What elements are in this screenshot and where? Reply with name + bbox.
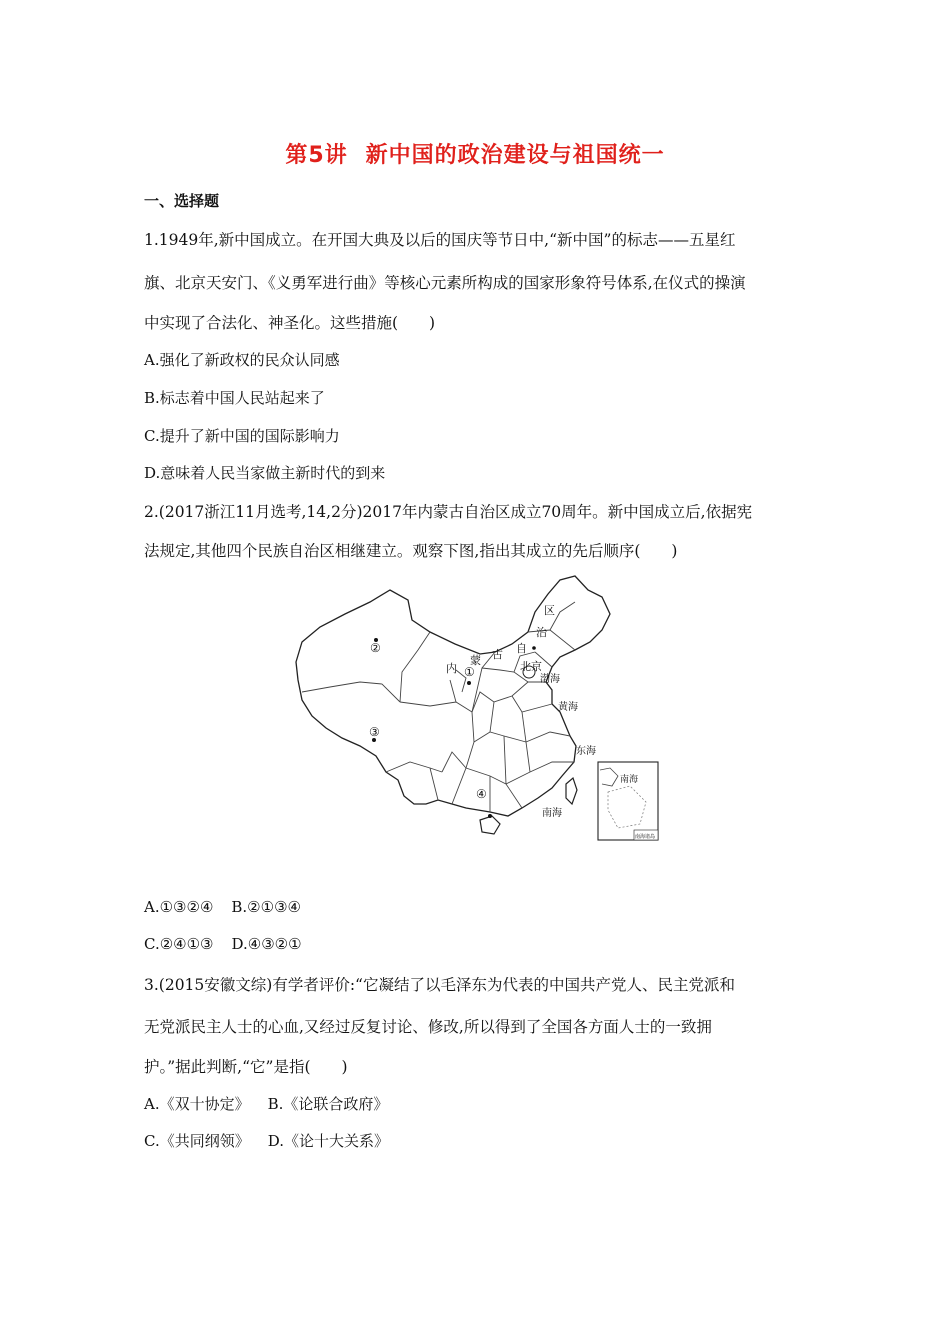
nanhai-label: 南海 — [542, 808, 562, 819]
q2-options-row-2 — [144, 935, 302, 953]
q1-option-b: B.标志着中国人民站起来了 — [144, 389, 325, 407]
q2-option-a: A.①③②④ — [144, 898, 214, 916]
page-title — [0, 138, 950, 169]
q1-option-a: A.强化了新政权的民众认同感 — [144, 351, 340, 369]
q1-option-c: C.提升了新中国的国际影响力 — [144, 427, 340, 445]
q3-option-d: D.《论十大关系》 — [267, 1132, 389, 1150]
region-char-1: 内 — [446, 662, 457, 675]
q1-stem-line-1: 1.1949年,新中国成立。在开国大典及以后的国庆等节日中,“新中国”的标志——五星红 — [144, 231, 736, 249]
q3-option-b: B.《论联合政府》 — [267, 1095, 389, 1113]
inset-sea-label: 南海 — [620, 775, 639, 785]
region-char-4: 自 — [516, 642, 527, 655]
q3-option-c: C.《共同纲领》 — [144, 1132, 250, 1150]
country-outline — [296, 576, 610, 816]
bohai-label: 渤海 — [540, 674, 560, 685]
q3-option-a: A.《双十协定》 — [144, 1095, 250, 1113]
q1-stem-line-2: 旗、北京天安门、《义勇军进行曲》等核心元素所构成的国家形象符号体系,在仪式的操演 — [144, 274, 746, 292]
q3-options-row-2 — [144, 1130, 389, 1151]
q1-option-d: D.意味着人民当家做主新时代的到来 — [144, 464, 386, 482]
hainan-island — [480, 816, 500, 834]
region-char-3: 古 — [492, 648, 503, 661]
lesson-topic: 新中国的政治建设与祖国统一 — [365, 143, 665, 168]
marker-1: ① — [464, 665, 475, 679]
lesson-number: 第5讲 — [285, 143, 348, 168]
region-char-5: 治 — [536, 626, 547, 639]
q2-stem-line-2: 法规定,其他四个民族自治区相继建立。观察下图,指出其成立的先后顺序( ) — [144, 542, 678, 560]
q2-option-b: B.②①③④ — [231, 898, 301, 916]
q1-stem-line-3: 中实现了合法化、神圣化。这些措施( ) — [144, 314, 436, 332]
marker-2: ② — [370, 641, 381, 655]
south-china-sea-inset — [598, 762, 658, 840]
beijing-label: 北京 — [520, 660, 542, 673]
china-map — [290, 572, 662, 844]
region-char-6: 区 — [544, 604, 555, 617]
huanghai-label: 黄海 — [558, 702, 578, 713]
region-char-2: 蒙 — [470, 654, 481, 667]
q2-option-c: C.②④①③ — [144, 935, 214, 953]
q2-options-row-1 — [144, 898, 301, 916]
q3-options-row-1 — [144, 1093, 388, 1114]
section-heading: 一、选择题 — [144, 192, 220, 210]
donghai-label: 东海 — [576, 746, 596, 757]
marker-4: ④ — [476, 787, 487, 801]
inset-caption: 南海诸岛 — [635, 834, 656, 840]
q2-option-d: D.④③②① — [231, 935, 302, 953]
q3-stem-line-1: 3.(2015安徽文综)有学者评价:“它凝结了以毛泽东为代表的中国共产党人、民主党派和 — [144, 976, 735, 994]
taiwan-island — [566, 778, 577, 804]
marker-3: ③ — [369, 725, 380, 739]
q2-stem-line-1: 2.(2017浙江11月选考,14,2分)2017年内蒙古自治区成立70周年。新中国成立后,依据宪 — [144, 503, 753, 521]
q3-stem-line-2: 无党派民主人士的心血,又经过反复讨论、修改,所以得到了全国各方面人士的一致拥 — [144, 1018, 712, 1036]
q3-stem-line-3: 护。”据此判断,“它”是指( ) — [144, 1058, 348, 1076]
